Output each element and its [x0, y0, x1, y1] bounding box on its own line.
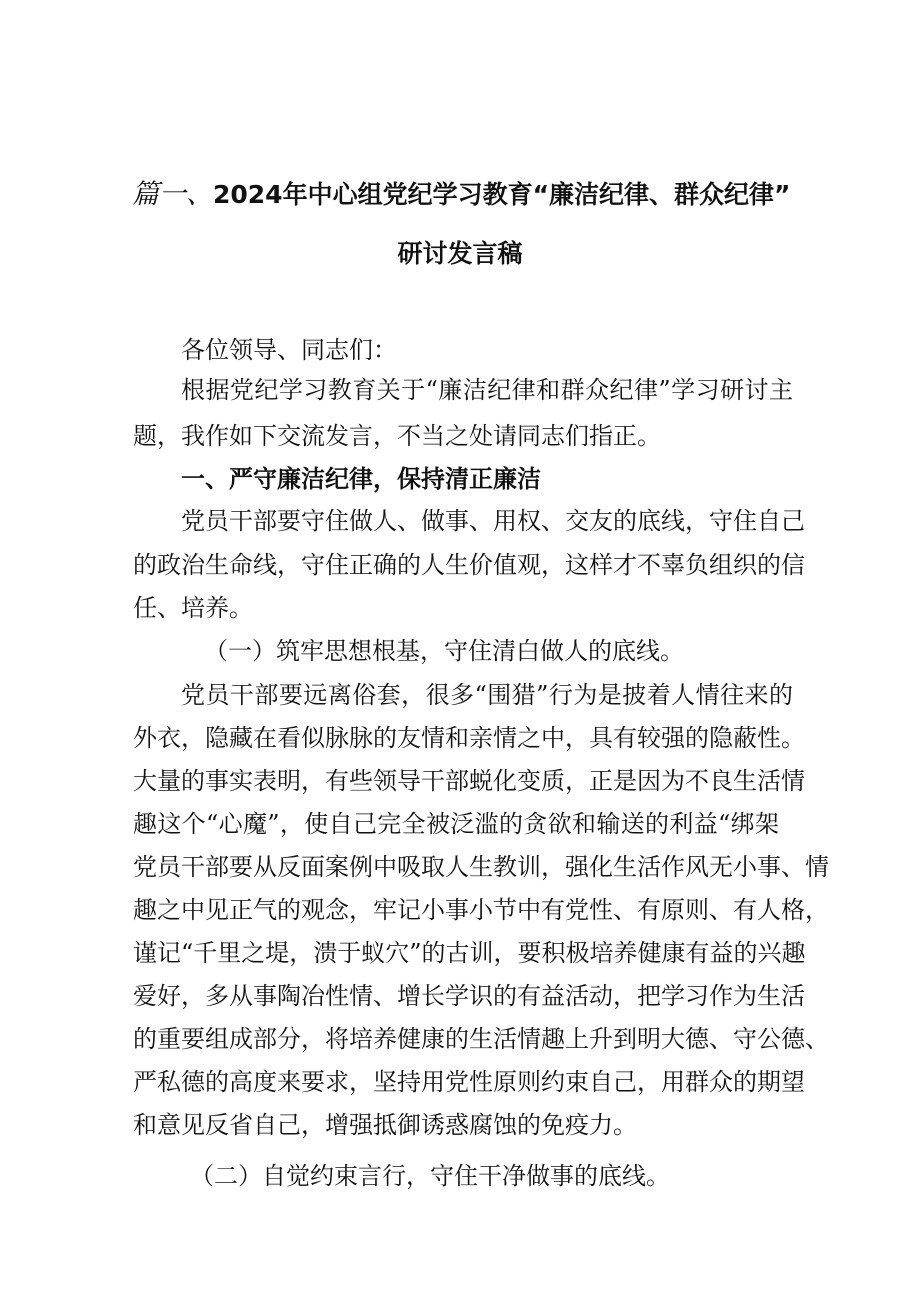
body-line: 题，我作如下交流发言，不当之处请同志们指正。	[133, 422, 661, 450]
body-line: 严私德的高度来要求，坚持用党性原则约束自己，用群众的期望	[133, 1068, 805, 1096]
document-title-line-1	[132, 172, 790, 211]
title-main: 2024年中心组党纪学习教育“廉洁纪律、群众纪律”	[213, 180, 791, 209]
body-line: 的重要组成部分，将培养健康的生活情趣上升到明大德、守公德、	[133, 1025, 829, 1053]
section-heading-1: 一、严守廉洁纪律，保持清正廉洁	[181, 465, 541, 493]
body-line: 党员干部要从反面案例中吸取人生教训，强化生活作风无小事、情	[133, 853, 829, 881]
body-line: 爱好，多从事陶冶性情、增长学识的有益活动，把学习作为生活	[133, 982, 805, 1010]
body-line: 谨记“千里之堤，溃于蚁穴”的古训，要积极培养健康有益的兴趣	[133, 939, 806, 967]
subsection-heading-1: （一）筑牢思想根基，守住清白做人的底线。	[204, 637, 684, 665]
body-line: 根据党纪学习教育关于“廉洁纪律和群众纪律”学习研讨主	[181, 376, 793, 404]
body-line: 大量的事实表明，有些领导干部蜕化变质，正是因为不良生活情	[133, 767, 805, 795]
salutation: 各位领导、同志们：	[181, 336, 397, 364]
subsection-heading-2: （二）自觉约束言行，守住干净做事的底线。	[190, 1162, 670, 1190]
body-line: 党员干部要守住做人、做事、用权、交友的底线，守住自己	[181, 507, 805, 535]
body-line: 的政治生命线，守住正确的人生价值观，这样才不辜负组织的信	[133, 551, 805, 579]
title-prefix: 篇一、	[132, 179, 213, 210]
body-line: 党员干部要远离俗套，很多“围猎”行为是披着人情往来的	[181, 681, 793, 709]
document-title-line-2: 研讨发言稿	[397, 239, 523, 268]
body-line: 任、培养。	[133, 594, 253, 622]
body-line: 趣之中见正气的观念，牢记小事小节中有党性、有原则、有人格，	[133, 896, 829, 924]
body-line: 外衣，隐藏在看似脉脉的友情和亲情之中，具有较强的隐蔽性。	[133, 724, 805, 752]
body-line: 和意见反省自己，增强抵御诱惑腐蚀的免疫力。	[133, 1111, 637, 1139]
body-line: 趣这个“心魔”，使自己完全被泛滥的贪欲和输送的利益“绑架	[133, 810, 779, 838]
